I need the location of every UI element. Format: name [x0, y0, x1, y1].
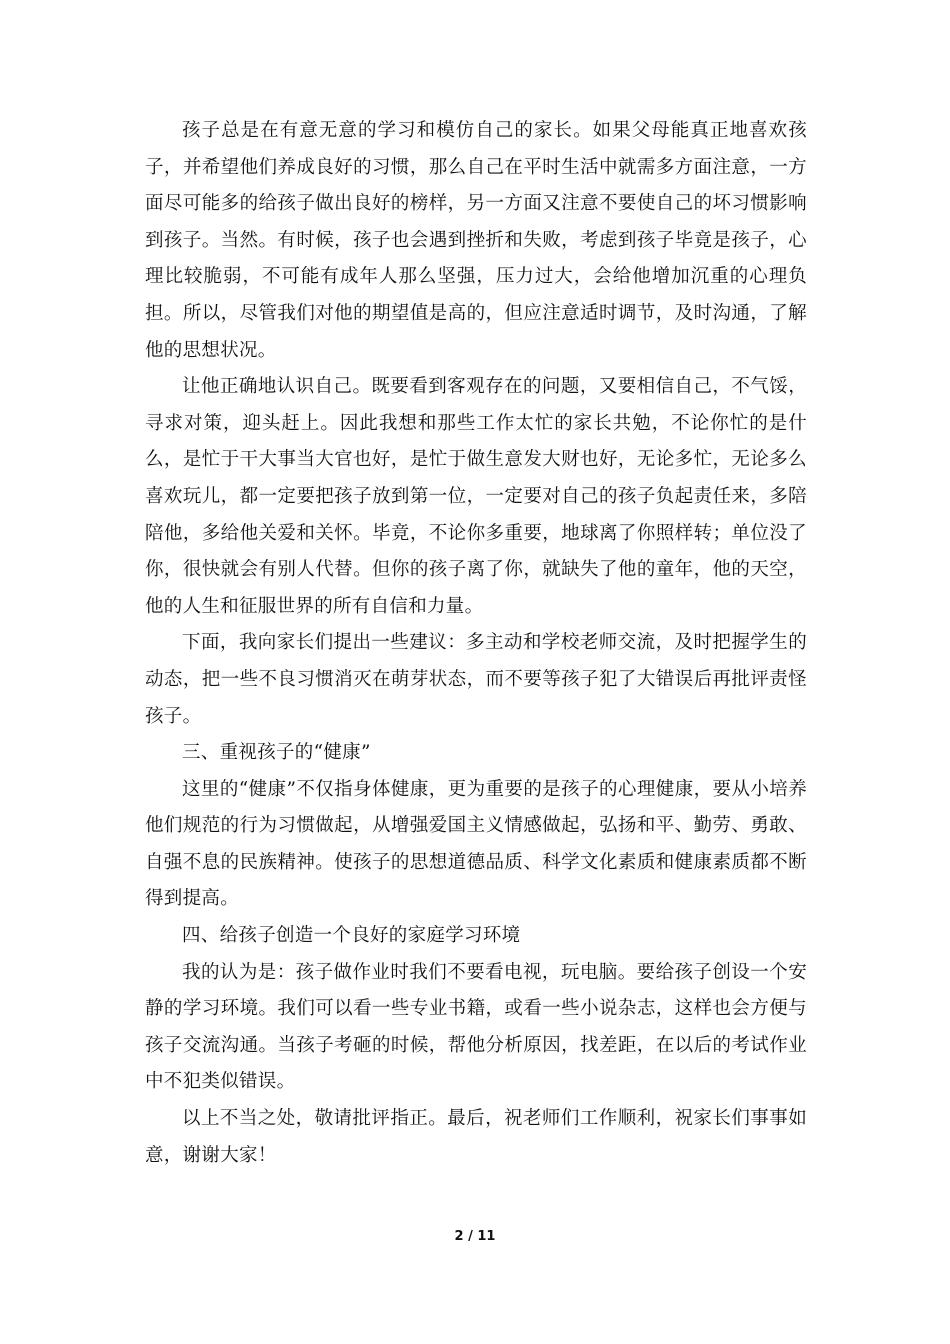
paragraph-suggestions: 下面，我向家长们提出一些建议：多主动和学校老师交流，及时把握学生的动态，把一些不良习惯消灭在萌芽状态，而不要等孩子犯了大错误后再批评责怪孩子。 [145, 632, 807, 727]
paragraph-environment: 我的认为是：孩子做作业时我们不要看电视，玩电脑。要给孩子创设一个安静的学习环境。我们可以看一些专业书籍，或看一些小说杂志，这样也会方便与孩子交流沟通。当孩子考砸的时候，帮他分析原因，找差距，在以后的考试作业中不犯类似错误。 [145, 961, 807, 1093]
paragraph-health: 这里的“健康”不仅指身体健康，更为重要的是孩子的心理健康，要从小培养他们规范的行为习惯做起，从增强爱国主义情感做起，弘扬和平、勤劳、勇敢、自强不息的民族精神。使孩子的思想道德品质、科学文化素质和健康素质都不断得到提高。 [145, 778, 807, 910]
section-heading-environment: 四、给孩子创造一个良好的家庭学习环境 [182, 925, 521, 947]
paragraph-parent-modeling: 孩子总是在有意无意的学习和模仿自己的家长。如果父母能真正地喜欢孩子，并希望他们养成良好的习惯，那么自己在平时生活中就需多方面注意，一方面尽可能多的给孩子做出良好的榜样，另一方面又注意不要使自己的坏习惯影响到孩子。当然。有时候，孩子也会遇到挫折和失败，考虑到孩子毕竟是孩子，心理比较脆弱，不可能有成年人那么坚强，压力过大，会给他增加沉重的心理负担。所以，尽管我们对他的期望值是高的，但应注意适时调节，及时沟通，了解他的思想状况。 [145, 120, 807, 361]
page-number: 2 / 11 [454, 1229, 496, 1244]
paragraph-self-awareness: 让他正确地认识自己。既要看到客观存在的问题，又要相信自己，不气馁，寻求对策，迎头赶上。因此我想和那些工作太忙的家长共勉，不论你忙的是什么，是忙于干大事当大官也好，是忙于做生意发大财也好，无论多忙，无论多么喜欢玩儿，都一定要把孩子放到第一位，一定要对自己的孩子负起责任来，多陪陪他，多给他关爱和关怀。毕竟，不论你多重要，地球离了你照样转；单位没了你，很快就会有别人代替。但你的孩子离了你，就缺失了他的童年，他的天空，他的人生和征服世界的所有自信和力量。 [145, 376, 807, 617]
document-body [145, 113, 807, 1174]
paragraph-closing: 以上不当之处，敬请批评指正。最后，祝老师们工作顺利，祝家长们事事如意，谢谢大家！ [145, 1108, 807, 1166]
section-heading-health: 三、重视孩子的“健康” [182, 742, 371, 764]
